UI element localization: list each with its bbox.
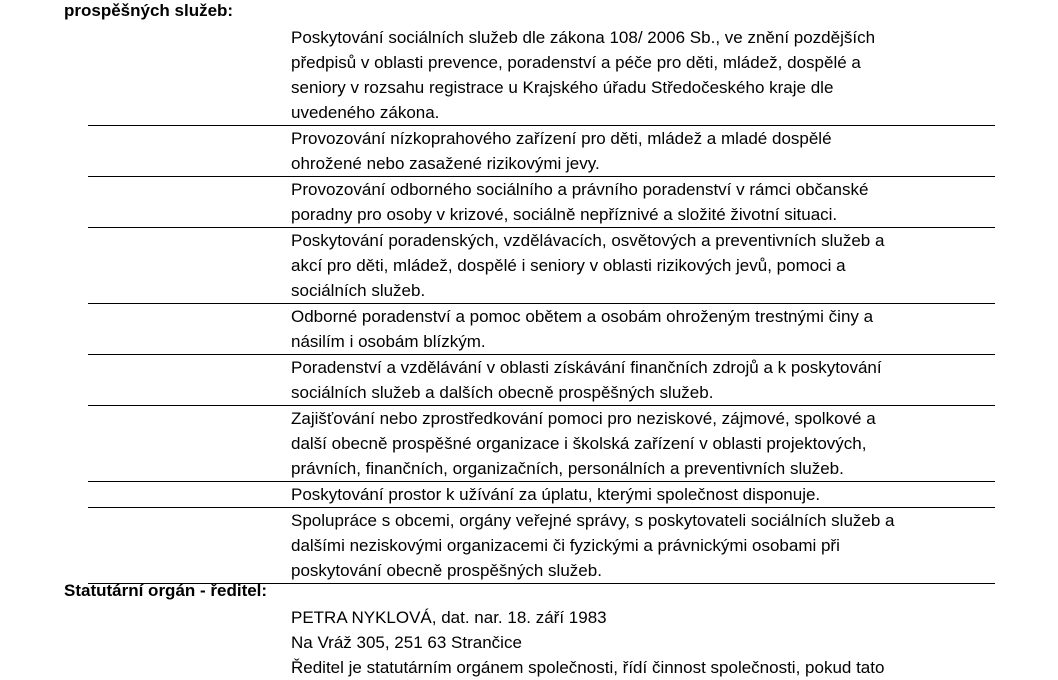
- activity-item: [88, 482, 995, 508]
- activity-line: další obecně prospěšné organizace i školská zařízení v oblasti projektových,: [291, 434, 867, 453]
- activity-item: [88, 406, 995, 482]
- activity-line: Poradenství a vzdělávání v oblasti získávání finančních zdrojů a k poskytování: [291, 358, 882, 377]
- activity-item: [88, 228, 995, 304]
- activity-line: předpisů v oblasti prevence, poradenství a péče pro děti, mládež, dospělé a: [291, 53, 861, 72]
- activities-list: [88, 25, 995, 584]
- activity-item: [88, 508, 995, 584]
- activity-line: Odborné poradenství a pomoc obětem a osobám ohroženým trestnými činy a: [291, 307, 874, 326]
- section-heading: prospěšných služeb:: [64, 1, 234, 20]
- activity-line: poradny pro osoby v krizové, sociálně nepříznivé a složité životní situaci.: [291, 205, 838, 224]
- activity-line: uvedeného zákona.: [291, 103, 440, 122]
- activity-item: [88, 355, 995, 406]
- statutory-heading: Statutární orgán - ředitel:: [64, 581, 268, 600]
- activity-line: ohrožené nebo zasažené rizikovými jevy.: [291, 154, 600, 173]
- activity-line: sociálních služeb.: [291, 281, 426, 300]
- activity-line: právních, finančních, organizačních, personálních a preventivních služeb.: [291, 459, 844, 478]
- statutory-details: [291, 605, 884, 680]
- activity-line: Poskytování sociálních služeb dle zákona 108/ 2006 Sb., ve znění pozdějších: [291, 28, 876, 47]
- director-address-line: Na Vráž 305, 251 63 Strančice: [291, 633, 522, 652]
- activity-line: Spolupráce s obcemi, orgány veřejné správy, s poskytovateli sociálních služeb a: [291, 511, 895, 530]
- activity-line: dalšími neziskovými organizacemi či fyzickými a právnickými osobami při: [291, 536, 840, 555]
- activity-line: Poskytování poradenských, vzdělávacích, osvětových a preventivních služeb a: [291, 231, 885, 250]
- activity-line: Provozování nízkoprahového zařízení pro děti, mládež a mladé dospělé: [291, 129, 832, 148]
- activity-line: poskytování obecně prospěšných služeb.: [291, 561, 602, 580]
- activity-line: sociálních služeb a dalších obecně prospěšných služeb.: [291, 383, 714, 402]
- activity-item: [88, 25, 995, 126]
- activity-line: Poskytování prostor k užívání za úplatu, kterými společnost disponuje.: [291, 485, 821, 504]
- activity-item: [88, 304, 995, 355]
- activity-item: [88, 177, 995, 228]
- activity-line: seniory v rozsahu registrace u Krajského úřadu Středočeského kraje dle: [291, 78, 834, 97]
- activity-line: násilím i osobám blízkým.: [291, 332, 486, 351]
- activity-line: Zajišťování nebo zprostředkování pomoci pro neziskové, zájmové, spolkové a: [291, 409, 876, 428]
- director-description-line: Ředitel je statutárním orgánem společnosti, řídí činnost společnosti, pokud tato: [291, 658, 885, 677]
- director-name-line: PETRA NYKLOVÁ, dat. nar. 18. září 1983: [291, 608, 607, 627]
- activity-item: [88, 126, 995, 177]
- activity-line: Provozování odborného sociálního a právního poradenství v rámci občanské: [291, 180, 869, 199]
- activity-line: akcí pro děti, mládež, dospělé i seniory v oblasti rizikových jevů, pomoci a: [291, 256, 846, 275]
